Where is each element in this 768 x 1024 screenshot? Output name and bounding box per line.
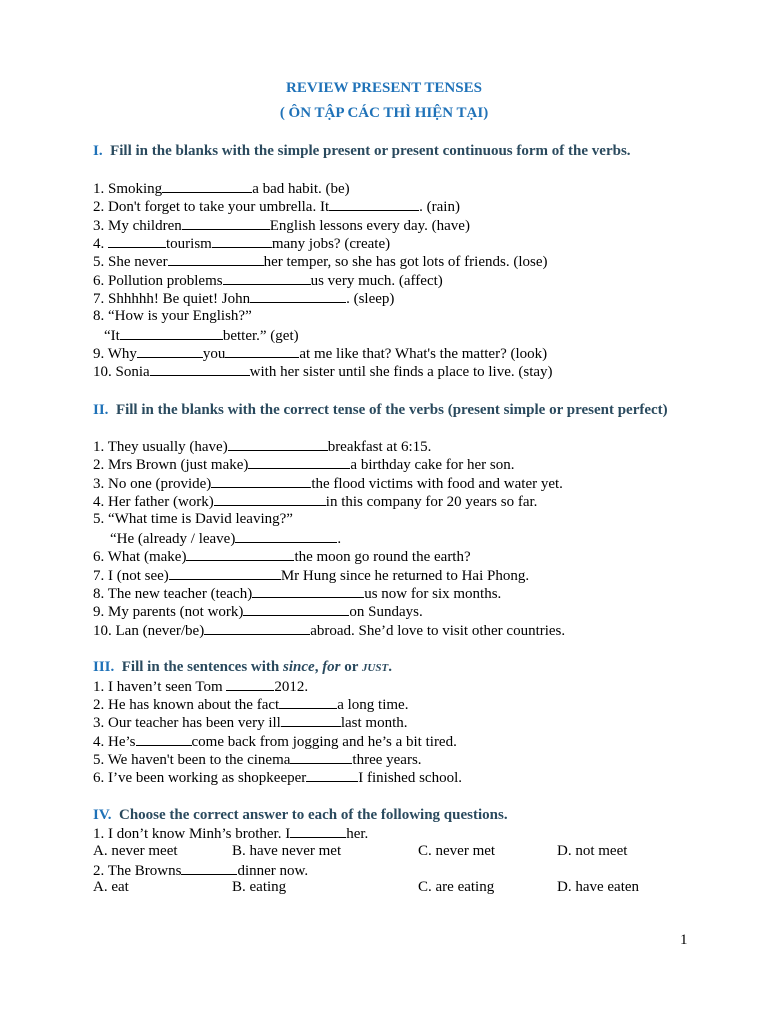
blank[interactable] (279, 695, 337, 709)
section-4-heading (93, 806, 683, 824)
section-3-number: III. (93, 659, 115, 675)
blank[interactable] (243, 602, 349, 616)
blank[interactable] (228, 437, 328, 451)
blank[interactable] (290, 824, 346, 838)
blank[interactable] (211, 474, 311, 488)
s2-item-3: 3. No one (provide) the flood victims with food and water yet. (93, 476, 563, 492)
q2-option-a[interactable]: A. eat (93, 879, 129, 895)
s2-item-8: 8. The new teacher (teach) us now for six months. (93, 586, 502, 602)
page-number: 1 (680, 932, 688, 948)
q2-option-b[interactable]: B. eating (232, 879, 287, 895)
blank[interactable] (182, 216, 270, 230)
title-line-2: ( ÔN TẬP CÁC THÌ HIỆN TẠI) (279, 105, 489, 121)
s1-item-6: 6. Pollution problems us very much. (affect) (93, 273, 443, 289)
q1-option-a[interactable]: A. never meet (93, 843, 178, 859)
s2-item-4: 4. Her father (work) in this company for 20 years so far. (93, 494, 538, 510)
s2-item-9: 9. My parents (not work) on Sundays. (93, 604, 423, 620)
s2-item-5: 5. “What time is David leaving?” (93, 511, 293, 527)
s2-item-5-answer: “He (already / leave) . (110, 531, 342, 547)
section-1-heading-text: Fill in the blanks with the simple present or present continuous form of the verbs. (110, 143, 631, 159)
s1-item-10: 10. Sonia with her sister until she finds a place to live. (stay) (93, 364, 553, 380)
blank[interactable] (248, 455, 350, 469)
s1-item-7: 7. Shhhhh! Be quiet! John . (sleep) (93, 291, 395, 307)
blank[interactable] (290, 750, 352, 764)
section-3-heading: III. Fill in the sentences with since, for or just. (93, 659, 392, 675)
s2-item-1: 1. They usually (have) breakfast at 6:15. (93, 439, 432, 455)
s3-item-5: 5. We haven't been to the cinema three years. (93, 752, 422, 768)
blank[interactable] (136, 732, 192, 746)
section-1-number: I. (93, 143, 103, 159)
s3-item-6: 6. I’ve been working as shopkeeper I finished school. (93, 770, 462, 786)
blank[interactable] (169, 566, 281, 580)
blank[interactable] (223, 271, 311, 285)
s3-item-3: 3. Our teacher has been very ill last month. (93, 715, 408, 731)
s2-item-6: 6. What (make) the moon go round the earth? (93, 549, 471, 565)
blank[interactable] (329, 197, 419, 211)
s4-question-2: 2. The Browns dinner now. (93, 863, 309, 879)
blank[interactable] (181, 861, 237, 875)
blank[interactable] (186, 547, 294, 561)
s2-item-2: 2. Mrs Brown (just make) a birthday cake for her son. (93, 457, 515, 473)
blank[interactable] (150, 362, 250, 376)
blank[interactable] (281, 713, 341, 727)
q1-option-d[interactable]: D. not meet (557, 843, 628, 859)
s2-item-7: 7. I (not see) Mr Hung since he returned to Hai Phong. (93, 568, 530, 584)
blank[interactable] (306, 768, 358, 782)
s3-item-1: 1. I haven’t seen Tom 2012. (93, 679, 309, 695)
blank[interactable] (252, 584, 364, 598)
s1-item-4: 4. tourism many jobs? (create) (93, 236, 391, 252)
section-2-number: II. (93, 402, 109, 418)
s1-item-8: 8. “How is your English?” (93, 308, 252, 324)
blank[interactable] (235, 529, 337, 543)
section-4-heading-text: Choose the correct answer to each of the following questions. (119, 807, 508, 823)
blank[interactable] (225, 344, 299, 358)
q2-option-d[interactable]: D. have eaten (557, 879, 640, 895)
blank[interactable] (162, 179, 252, 193)
section-2-heading-text: Fill in the blanks with the correct tense of the verbs (present simple or present perfect) (115, 402, 668, 418)
blank[interactable] (214, 492, 326, 506)
section-4-number: IV. (93, 807, 112, 823)
s1-item-9: 9. Why you at me like that? What's the matter? (look) (93, 346, 548, 362)
blank[interactable] (250, 289, 346, 303)
s3-item-2: 2. He has known about the fact a long time. (93, 697, 409, 713)
s3-item-4: 4. He’s come back from jogging and he’s a bit tired. (93, 734, 457, 750)
blank[interactable] (226, 677, 274, 691)
section-1-heading (93, 142, 683, 160)
blank[interactable] (168, 252, 264, 266)
s1-item-5: 5. She never her temper, so she has got lots of friends. (lose) (93, 254, 548, 270)
s4-question-1: 1. I don’t know Minh’s brother. I her. (93, 826, 369, 842)
q1-option-b[interactable]: B. have never met (232, 843, 342, 859)
q2-option-c[interactable]: C. are eating (418, 879, 495, 895)
s1-item-2: 2. Don't forget to take your umbrella. It . (rain) (93, 199, 460, 215)
s1-item-3: 3. My children English lessons every day. (have) (93, 218, 470, 234)
s2-item-10: 10. Lan (never/be) abroad. She’d love to visit other countries. (93, 623, 566, 639)
title-line-1: REVIEW PRESENT TENSES (286, 80, 482, 96)
s1-item-8-answer: “It better.” (get) (104, 328, 299, 344)
section-2-heading (93, 401, 683, 419)
blank[interactable] (204, 621, 310, 635)
blank[interactable] (120, 326, 223, 340)
blank[interactable] (108, 234, 166, 248)
q1-option-c[interactable]: C. never met (418, 843, 496, 859)
blank[interactable] (137, 344, 203, 358)
blank[interactable] (212, 234, 272, 248)
s1-item-1: 1. Smoking a bad habit. (be) (93, 181, 350, 197)
